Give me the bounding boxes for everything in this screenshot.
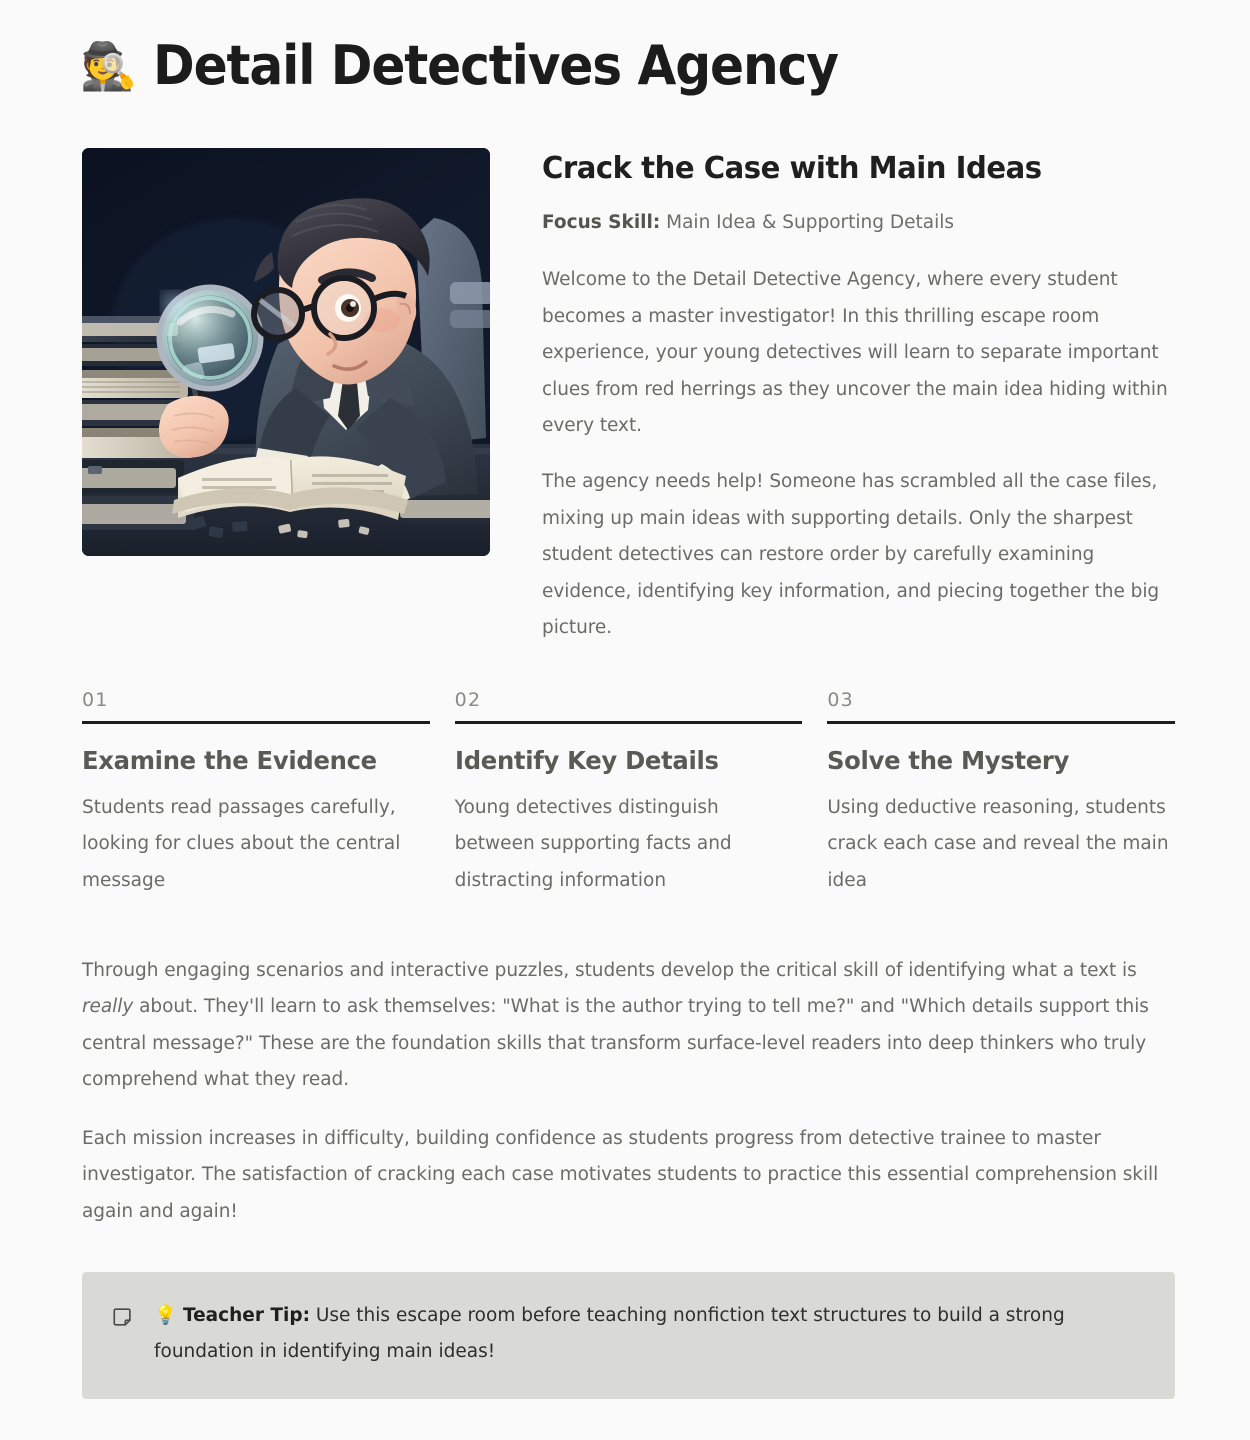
detective-illustration — [82, 148, 490, 556]
teacher-tip-callout — [82, 1272, 1175, 1399]
hero-section — [0, 110, 1250, 647]
page-title: Detail Detectives Agency — [153, 33, 839, 97]
focus-skill-label: Focus Skill: — [542, 211, 661, 233]
step-divider — [827, 721, 1175, 724]
hero-paragraph-2: The agency needs help! Someone has scrambled all the case files, mixing up main ideas with supporting details. Only the sharpest student detectives can restore order by carefully examining evidence, identifying key information, and piecing together the big picture. — [542, 471, 1160, 639]
detective-emoji: 🕵️ — [80, 39, 138, 93]
closing-paragraph-2: Each mission increases in difficulty, building confidence as students progress from detective trainee to master investigator. The satisfaction of cracking each case motivates students to practice this essential comprehension skill again and again! — [82, 1127, 1159, 1222]
focus-skill-line — [542, 209, 1175, 237]
step-title: Solve the Mystery — [827, 745, 1070, 775]
teacher-tip-label: Teacher Tip: — [182, 1305, 310, 1326]
hero-text-block — [542, 148, 1175, 647]
step-number: 01 — [82, 688, 109, 711]
closing-paragraph-1 — [82, 953, 1178, 1099]
step-divider — [82, 721, 430, 724]
closing-section — [0, 899, 1250, 1230]
hero-heading: Crack the Case with Main Ideas — [542, 151, 1042, 186]
focus-skill-value: Main Idea & Supporting Details — [660, 211, 955, 233]
closing-emphasis: really — [82, 996, 134, 1018]
hero-paragraph-1: Welcome to the Detail Detective Agency, where every student becomes a master investigator! In this thrilling escape room experience, your young detectives will learn to separate important clues from red herrings as they uncover the main idea hiding within every text. — [542, 269, 1168, 436]
step-card-2 — [454, 688, 803, 899]
step-card-3 — [827, 688, 1175, 899]
page-header — [0, 0, 1250, 110]
teacher-tip-text — [154, 1298, 1141, 1369]
step-description: Students read passages carefully, looking for clues about the central message — [82, 796, 401, 891]
note-icon — [112, 1305, 134, 1329]
step-number: 02 — [454, 688, 482, 711]
step-title: Identify Key Details — [454, 745, 719, 775]
step-number: 03 — [827, 688, 854, 711]
teacher-tip-body: Use this escape room before teaching nonfiction text structures to build a strong foundation in identifying main ideas! — [154, 1305, 1065, 1362]
step-card-1 — [82, 688, 430, 899]
steps-section — [0, 647, 1250, 899]
closing-text-part2: about. They'll learn to ask themselves: "What is the author trying to tell me?" and "Which details support this central message?" These are the foundation skills that transform surface-level readers into deep thinkers who truly comprehend what they read. — [82, 996, 1149, 1091]
closing-text-part1: Through engaging scenarios and interactive puzzles, students develop the critical skill of identifying what a text is — [82, 959, 1137, 981]
lightbulb-icon: 💡 — [154, 1305, 178, 1326]
step-divider — [455, 721, 803, 724]
step-description: Using deductive reasoning, students crack each case and reveal the main idea — [827, 796, 1169, 891]
step-title: Examine the Evidence — [82, 745, 377, 775]
step-description: Young detectives distinguish between supporting facts and distracting information — [454, 796, 732, 891]
